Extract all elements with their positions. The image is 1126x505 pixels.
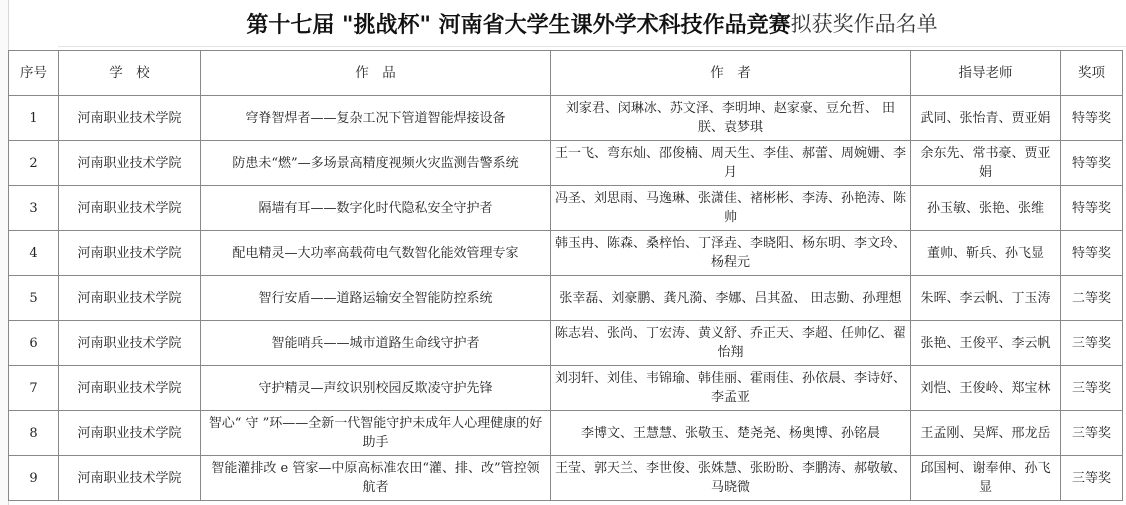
cell-no-text: 3 [29,200,38,216]
cell-school-text: 河南职业技术学院 [77,380,182,396]
header-work: 作 品 [201,51,551,96]
table-row [9,186,1123,231]
cell-authors-text: 刘家君、闵琳冰、苏文泽、李明坤、赵家豪、豆允哲、 田朕、袁梦琪 [565,101,896,135]
cell-award-text: 特等奖 [1071,155,1111,171]
header-no: 序号 [9,51,59,96]
cell-work [201,141,551,186]
cell-work-text: 智心“ 守 ”环——全新一代智能守护未成年人心理健康的好助手 [208,416,543,450]
cell-work [201,411,551,456]
cell-school-text: 河南职业技术学院 [77,470,182,486]
cell-authors [551,411,911,456]
cell-authors-text: 王莹、郭天兰、李世俊、张姝慧、张盼盼、李鹏涛、郝敬敏、马晓微 [555,461,906,495]
cell-advisor-text: 余东先、常书豪、贾亚娟 [920,146,1051,180]
cell-school [59,411,201,456]
cell-school [59,141,201,186]
cell-authors [551,231,911,276]
cell-authors [551,96,911,141]
cell-advisor-text: 武同、张怡青、贾亚娟 [920,110,1051,126]
header-advisor: 指导老师 [911,51,1061,96]
cell-work-text: 智能灌排改 e 管家—中原高标准农田“灌、排、改”管控领航者 [211,461,540,495]
cell-advisor [911,96,1061,141]
cell-no [9,186,59,231]
cell-award [1061,321,1123,366]
cell-award [1061,456,1123,501]
cell-award-text: 特等奖 [1071,110,1111,126]
cell-advisor [911,456,1061,501]
cell-work [201,231,551,276]
cell-advisor [911,186,1061,231]
cell-no [9,276,59,321]
cell-school [59,276,201,321]
cell-work [201,456,551,501]
cell-no-text: 5 [29,290,38,306]
table-row [9,411,1123,456]
cell-no [9,141,59,186]
cell-authors [551,366,911,411]
title-normal-part: 拟获奖作品名单 [790,12,938,36]
cell-award-text: 三等奖 [1071,380,1111,396]
cell-authors [551,141,911,186]
cell-authors-text: 陈志岩、张尚、丁宏涛、黄义舒、乔正天、李超、任帅亿、翟怡翔 [555,326,906,360]
table-row [9,366,1123,411]
cell-school-text: 河南职业技术学院 [77,425,182,441]
cell-school-text: 河南职业技术学院 [77,155,182,171]
cell-no-text: 4 [29,245,38,261]
cell-authors-text: 冯圣、刘思雨、马逸琳、张潇佳、褚彬彬、李涛、孙艳涛、陈帅 [555,191,906,225]
cell-award-text: 特等奖 [1071,245,1111,261]
cell-award-text: 三等奖 [1071,335,1111,351]
cell-work [201,186,551,231]
cell-authors-text: 韩玉冉、陈森、桑梓怡、丁泽垚、李晓阳、杨东明、李文玲、杨程元 [555,236,906,270]
table-row [9,456,1123,501]
cell-authors-text: 刘羽轩、刘佳、韦锦瑜、韩佳丽、霍雨佳、孙依晨、李诗妤、李孟亚 [555,371,906,405]
title-bold-part: 第十七届 "挑战杯" 河南省大学生课外学术科技作品竞赛 [246,12,791,38]
cell-no-text: 6 [29,335,38,351]
cell-no [9,96,59,141]
cell-school-text: 河南职业技术学院 [77,290,182,306]
cell-no [9,366,59,411]
cell-authors-text: 李博文、王慧慧、张敬玉、楚尧尧、杨奥博、孙铭晨 [580,425,880,441]
header-authors: 作 者 [551,51,911,96]
cell-school [59,96,201,141]
cell-no-text: 7 [29,380,38,396]
cell-work-text: 守护精灵—声纹识别校园反欺凌守护先锋 [258,380,493,396]
cell-work-text: 穹脊智焊者——复杂工况下管道智能焊接设备 [245,110,506,126]
cell-award-text: 三等奖 [1071,470,1111,486]
cell-advisor-text: 张艳、王俊平、李云帆 [920,335,1051,351]
cell-school [59,231,201,276]
header-award: 奖项 [1061,51,1123,96]
award-table [8,50,1123,501]
table-row [9,141,1123,186]
page-title [58,0,1126,47]
cell-advisor-text: 邱国柯、谢奉伸、孙飞显 [920,461,1051,495]
cell-award [1061,411,1123,456]
cell-advisor-text: 董帅、靳兵、孙飞显 [926,245,1044,261]
cell-work-text: 智能哨兵——城市道路生命线守护者 [271,335,480,351]
cell-school-text: 河南职业技术学院 [77,200,182,216]
cell-no [9,456,59,501]
cell-advisor-text: 刘恺、王俊岭、郑宝林 [920,380,1051,396]
table-row [9,321,1123,366]
cell-award-text: 特等奖 [1071,200,1111,216]
cell-work-text: 智行安盾——道路运输安全智能防控系统 [258,290,493,306]
cell-work [201,366,551,411]
cell-authors-text: 张幸磊、刘豪鹏、龚凡漪、李娜、吕其盈、 田志勤、孙理想 [559,290,902,306]
cell-award [1061,276,1123,321]
cell-authors [551,276,911,321]
cell-work [201,321,551,366]
cell-school-text: 河南职业技术学院 [77,110,182,126]
cell-school [59,321,201,366]
cell-award [1061,231,1123,276]
cell-award [1061,366,1123,411]
cell-no-text: 8 [29,425,38,441]
cell-school [59,456,201,501]
cell-school-text: 河南职业技术学院 [77,245,182,261]
cell-no [9,231,59,276]
cell-advisor-text: 王孟刚、吴辉、邢龙岳 [920,425,1051,441]
cell-award-text: 二等奖 [1071,290,1111,306]
cell-work-text: 配电精灵—大功率高载荷电气数智化能效管理专家 [232,245,519,261]
table-row [9,276,1123,321]
cell-work-text: 防患未“燃”—多场景高精度视频火灾监测告警系统 [232,155,519,171]
cell-no-text: 1 [29,110,38,126]
table-row [9,231,1123,276]
cell-advisor [911,231,1061,276]
cell-no-text: 9 [29,470,38,486]
table-header-row [9,51,1123,96]
cell-no [9,321,59,366]
cell-advisor [911,366,1061,411]
cell-authors [551,186,911,231]
cell-award [1061,186,1123,231]
table-row [9,96,1123,141]
cell-advisor-text: 孙玉敏、张艳、张维 [926,200,1044,216]
cell-school [59,186,201,231]
cell-award [1061,96,1123,141]
cell-work [201,96,551,141]
cell-authors [551,321,911,366]
cell-school-text: 河南职业技术学院 [77,335,182,351]
cell-work-text: 隔墙有耳——数字化时代隐私安全守护者 [258,200,493,216]
cell-advisor [911,321,1061,366]
cell-advisor [911,276,1061,321]
cell-advisor-text: 朱晖、李云帆、丁玉涛 [920,290,1051,306]
cell-advisor [911,411,1061,456]
cell-work [201,276,551,321]
cell-no-text: 2 [29,155,38,171]
cell-award [1061,141,1123,186]
cell-advisor [911,141,1061,186]
cell-authors [551,456,911,501]
cell-award-text: 三等奖 [1071,425,1111,441]
cell-no [9,411,59,456]
header-school: 学 校 [59,51,201,96]
cell-authors-text: 王一飞、弯东灿、邵俊楠、周天生、李佳、郝蕾、周婉姗、李月 [555,146,906,180]
cell-school [59,366,201,411]
